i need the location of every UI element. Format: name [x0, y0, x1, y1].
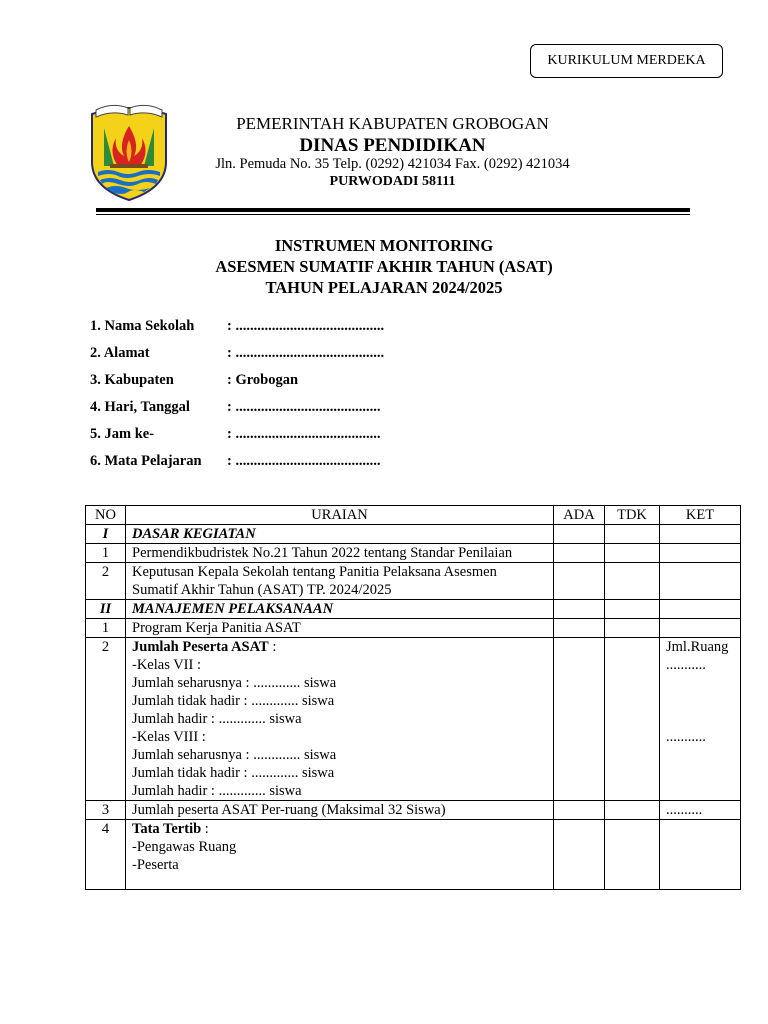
ket-text: ...........	[666, 657, 706, 673]
info-label: 3. Kabupaten	[90, 372, 174, 388]
row-text	[126, 563, 554, 600]
row-text	[126, 638, 554, 801]
ket-cell[interactable]	[660, 600, 741, 619]
row-text-line: -Kelas VIII :	[132, 729, 206, 745]
tdk-cell[interactable]	[605, 801, 660, 820]
row-text	[126, 820, 554, 890]
row-number: 1	[86, 619, 126, 638]
section-row	[86, 600, 741, 619]
section-number: II	[86, 600, 126, 619]
info-value: : ........................................	[227, 399, 381, 415]
row-text-line: Jumlah tidak hadir : ............. siswa	[132, 693, 335, 709]
row-number: 2	[86, 563, 126, 600]
tdk-cell[interactable]	[605, 600, 660, 619]
col-ket-header: KET	[660, 506, 741, 525]
info-value: : Grobogan	[227, 372, 299, 388]
document-year: TAHUN PELAJARAN 2024/2025	[265, 278, 503, 297]
table-row	[86, 801, 741, 820]
ada-cell[interactable]	[554, 801, 605, 820]
row-text: Permendikbudristek No.21 Tahun 2022 tentang Standar Penilaian	[126, 544, 554, 563]
ket-cell[interactable]	[660, 563, 741, 600]
ada-cell[interactable]	[554, 544, 605, 563]
ket-text: ...........	[666, 729, 706, 745]
curriculum-badge: KURIKULUM MERDEKA	[530, 44, 723, 78]
col-no-header: NO	[86, 506, 126, 525]
row-text-line: Sumatif Akhir Tahun (ASAT) TP. 2024/2025	[132, 582, 392, 598]
table-row	[86, 619, 741, 638]
row-number: 3	[86, 801, 126, 820]
info-value: : .........................................	[227, 345, 385, 361]
ada-cell[interactable]	[554, 563, 605, 600]
header-address: Jln. Pemuda No. 35 Telp. (0292) 421034 Fax. (0292) 421034	[215, 156, 570, 172]
info-label: 2. Alamat	[90, 345, 150, 361]
row-text-line: Jumlah seharusnya : ............. siswa	[132, 747, 337, 763]
section-number: I	[86, 525, 126, 544]
section-row	[86, 525, 741, 544]
table-header-row	[86, 506, 741, 525]
document-subtitle: ASESMEN SUMATIF AKHIR TAHUN (ASAT)	[215, 257, 553, 276]
info-value: : ........................................	[227, 426, 381, 442]
section-title: MANAJEMEN PELAKSANAAN	[126, 600, 554, 619]
ket-cell[interactable]	[660, 820, 741, 890]
ada-cell[interactable]	[554, 638, 605, 801]
grobogan-emblem-logo	[88, 100, 170, 202]
section-title: DASAR KEGIATAN	[126, 525, 554, 544]
info-label: 4. Hari, Tanggal	[90, 399, 190, 415]
row-text-line: Jumlah hadir : ............. siswa	[132, 783, 302, 799]
tdk-cell[interactable]	[605, 525, 660, 544]
info-value: : .........................................	[227, 318, 385, 334]
table-row	[86, 820, 741, 890]
ket-text: Jml.Ruang	[666, 639, 729, 655]
row-text-line: Jumlah tidak hadir : ............. siswa	[132, 765, 335, 781]
info-label: 6. Mata Pelajaran	[90, 453, 202, 469]
row-text: Jumlah peserta ASAT Per-ruang (Maksimal 32 Siswa)	[126, 801, 554, 820]
monitoring-table	[85, 505, 741, 890]
ket-cell[interactable]	[660, 619, 741, 638]
header-divider-thick	[96, 208, 690, 212]
tdk-cell[interactable]	[605, 820, 660, 890]
row-text: Program Kerja Panitia ASAT	[126, 619, 554, 638]
ada-cell[interactable]	[554, 600, 605, 619]
participants-heading: Jumlah Peserta ASAT :	[132, 639, 277, 655]
col-ada-header: ADA	[554, 506, 605, 525]
col-tdk-header: TDK	[605, 506, 660, 525]
ada-cell[interactable]	[554, 619, 605, 638]
row-number: 1	[86, 544, 126, 563]
row-number: 2	[86, 638, 126, 801]
table-row	[86, 544, 741, 563]
ada-cell[interactable]	[554, 525, 605, 544]
ket-cell[interactable]	[660, 638, 741, 801]
row-text-line: Jumlah seharusnya : ............. siswa	[132, 675, 337, 691]
document-title: INSTRUMEN MONITORING	[274, 236, 494, 255]
header-divider-thin	[96, 214, 690, 215]
tdk-cell[interactable]	[605, 544, 660, 563]
row-text-line: Keputusan Kepala Sekolah tentang Panitia Pelaksana Asesmen	[132, 564, 497, 580]
header-agency: DINAS PENDIDIKAN	[299, 135, 486, 156]
header-city: PURWODADI 58111	[329, 174, 456, 189]
row-number: 4	[86, 820, 126, 890]
row-text-line: -Peserta	[132, 857, 179, 873]
row-text-line: -Kelas VII :	[132, 657, 201, 673]
header-government: PEMERINTAH KABUPATEN GROBOGAN	[236, 114, 549, 133]
table-row	[86, 563, 741, 600]
info-value: : ........................................	[227, 453, 381, 469]
info-label: 1. Nama Sekolah	[90, 318, 195, 334]
ket-cell[interactable]	[660, 525, 741, 544]
col-uraian-header: URAIAN	[126, 506, 554, 525]
tdk-cell[interactable]	[605, 563, 660, 600]
ada-cell[interactable]	[554, 820, 605, 890]
tdk-cell[interactable]	[605, 638, 660, 801]
ket-cell[interactable]: ..........	[660, 801, 741, 820]
rules-heading: Tata Tertib :	[132, 821, 209, 837]
row-text-line: -Pengawas Ruang	[132, 839, 237, 855]
table-row	[86, 638, 741, 801]
ket-cell[interactable]	[660, 544, 741, 563]
row-text-line: Jumlah hadir : ............. siswa	[132, 711, 302, 727]
info-label: 5. Jam ke-	[90, 426, 155, 442]
tdk-cell[interactable]	[605, 619, 660, 638]
